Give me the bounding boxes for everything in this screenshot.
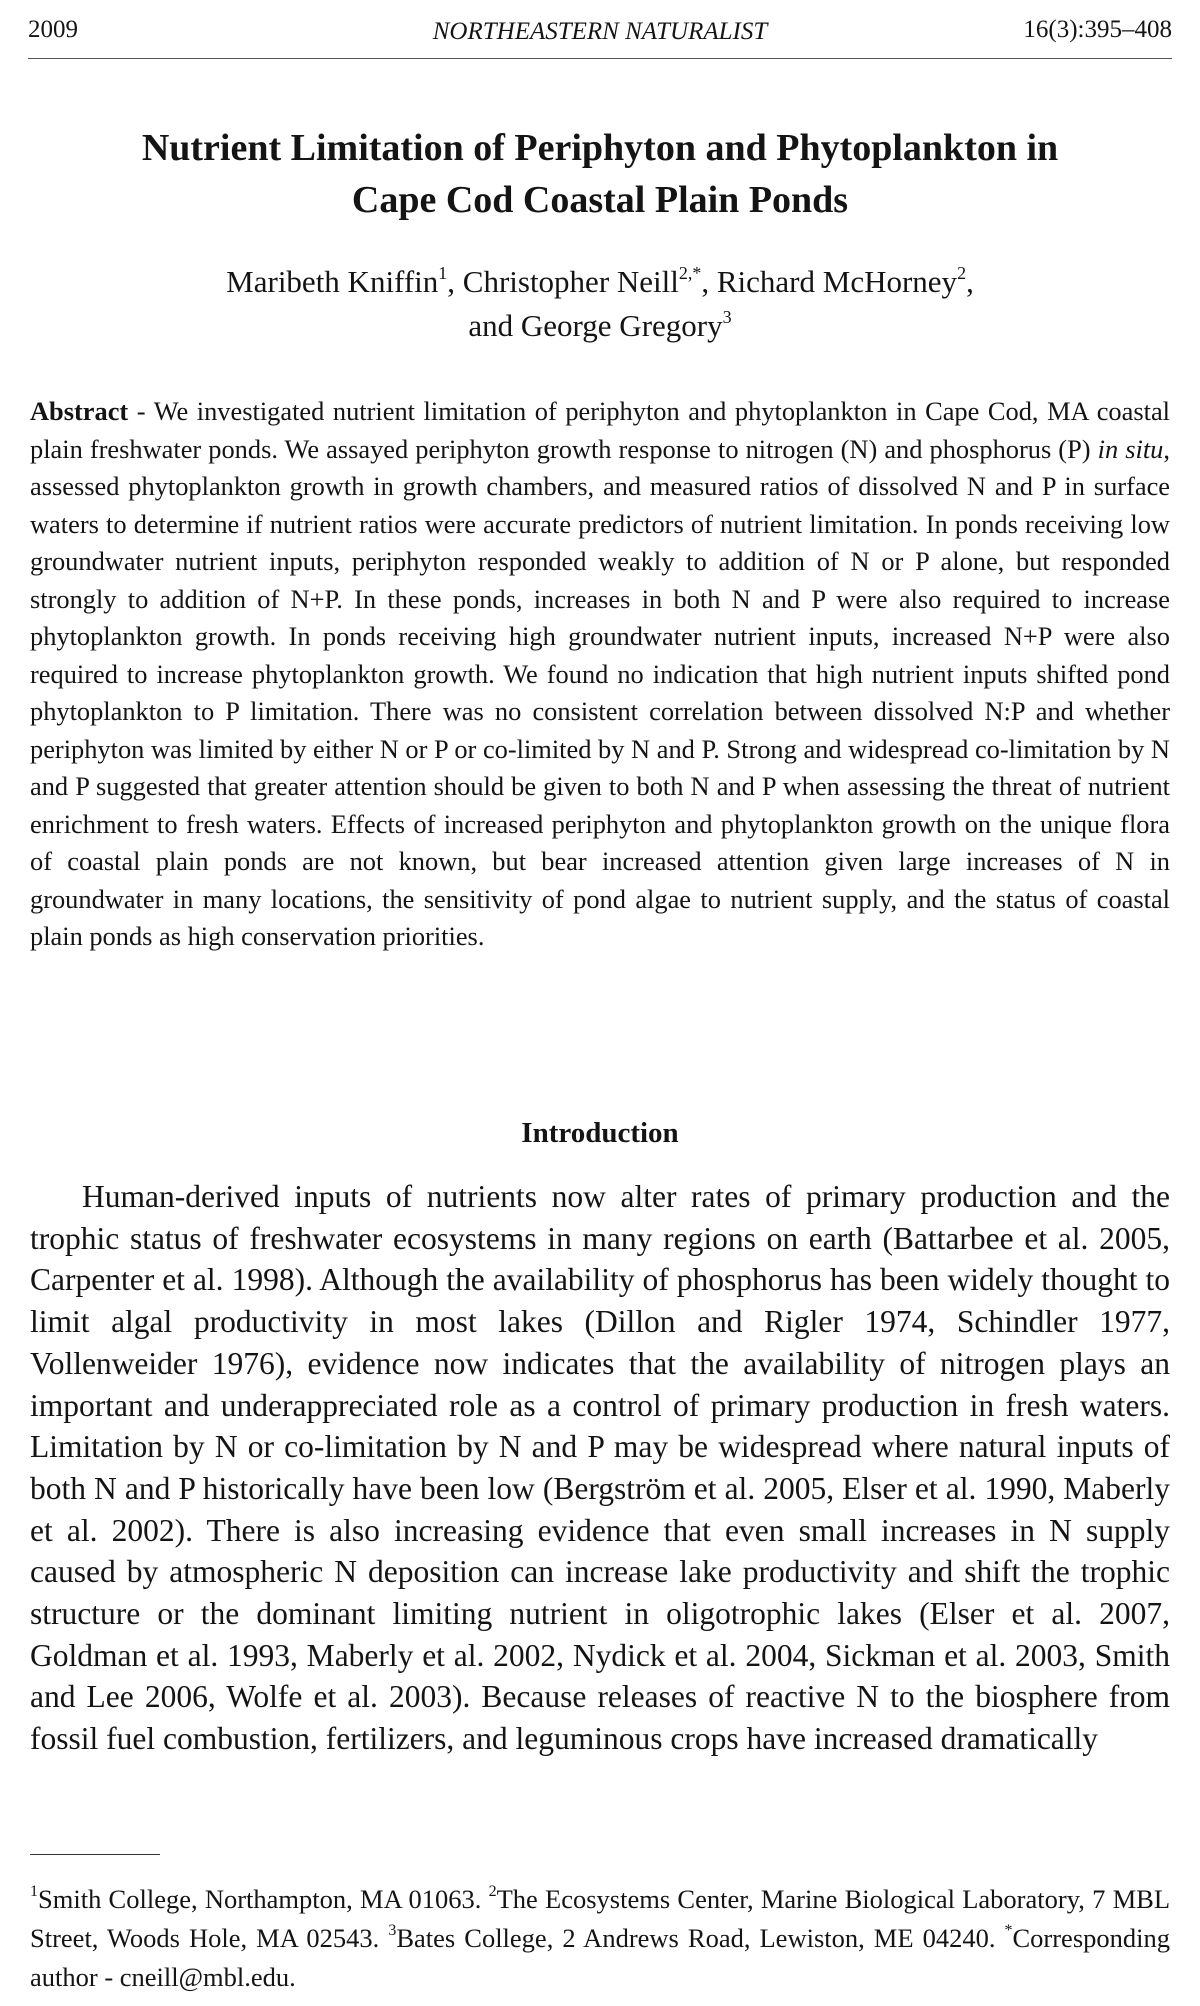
author-3: , Richard McHorney xyxy=(701,264,958,299)
footnote-divider xyxy=(30,1854,160,1855)
abstract-text-2: , assessed phytoplankton growth in growth chambers, and measured ratios of dissolved N and P in surface waters to determine if nutrient ratios were accurate predictors of nutrient limitation. In ponds receiving low groundwater nutrient inputs, periphyton responded weakly to addition of N or P alone, but responded strongly to addition of N+P. In these ponds, increases in both N and P were also required to increase phytoplankton growth. In ponds receiving high groundwater nutrient inputs, increased N+P were also required to increase phytoplankton growth. We found no indication that high nutrient inputs shifted pond phytoplankton to P limitation. There was no consistent correlation between dissolved N:P and whether periphyton was limited by either N or P or co-limited by N and P. Strong and widespread co-limitation by N and P suggested that greater attention should be given to both N and P when assessing the threat of nutrient enrichment to fresh waters. Effects of increased periphyton and phytoplankton growth on the unique flora of coastal plain ponds are not known, but bear increased attention given large increases of N in groundwater in many locations, the sensitivity of pond algae to nutrient supply, and the status of coastal plain ponds as high conservation priorities. xyxy=(30,433,1170,951)
author-4-affiliation: 3 xyxy=(722,306,732,327)
introduction-paragraph: Human-derived inputs of nutrients now alter rates of primary production and the trophic status of freshwater ecosystems in many regions on earth (Battarbee et al. 2005, Carpenter et al. 1998). Although the availability of phosphorus has been widely thought to limit algal productivity in most lakes (Dillon and Rigler 1974, Schindler 1977, Vollenweider 1976), evidence now indicates that the availability of nitrogen plays an important and underappreciated role as a control of primary production in fresh waters. Limitation by N or co-limitation by N and P may be widespread where natural inputs of both N and P historically have been low (Bergström et al. 2005, Elser et al. 1990, Maberly et al. 2002). There is also increasing evidence that even small increases in N supply caused by atmospheric N deposition can increase lake productivity and shift the trophic structure or the dominant limiting nutrient in oligotrophic lakes (Elser et al. 2007, Goldman et al. 1993, Maberly et al. 2002, Nydick et al. 2004, Sickman et al. 2003, Smith and Lee 2006, Wolfe et al. 2003). Because releases of reactive N to the biosphere from fossil fuel combustion, fertilizers, and leguminous crops have increased dramatically xyxy=(30,1179,1170,1757)
author-2: , Christopher Neill xyxy=(447,264,679,299)
article-title xyxy=(40,122,1160,226)
author-1: Maribeth Kniffin xyxy=(226,264,439,299)
journal-name: NORTHEASTERN NATURALIST xyxy=(432,18,768,45)
author-4: and George Gregory xyxy=(468,308,723,343)
publication-year: 2009 xyxy=(28,16,78,43)
author-1-affiliation: 1 xyxy=(438,262,448,283)
abstract-italic-term: in situ xyxy=(1097,433,1164,464)
affiliation-3: Bates College, 2 Andrews Road, Lewiston, ME 04240. xyxy=(396,1923,1005,1953)
footnote-marker-corresponding: * xyxy=(1004,1922,1013,1940)
abstract xyxy=(30,393,1170,956)
running-head xyxy=(28,10,1172,59)
footnote-marker-2: 2 xyxy=(488,1883,497,1901)
affiliation-2: The Ecosystems Center, Marine Biological Laboratory, 7 MBL Street, Woods Hole, MA 02543. xyxy=(30,1884,1170,1953)
title-line-2: Cape Cod Coastal Plain Ponds xyxy=(351,179,849,221)
corresponding-author: Corresponding author - cneill@mbl.edu. xyxy=(30,1923,1170,1992)
abstract-text-1: - We investigated nutrient limitation of periphyton and phytoplankton in Cape Cod, MA coastal plain freshwater ponds. We assayed periphyton growth response to nitrogen (N) and phosphorus (P) xyxy=(30,396,1170,464)
footnote-marker-3: 3 xyxy=(388,1922,397,1940)
footnote-marker-1: 1 xyxy=(30,1883,38,1901)
author-2-affiliation: 2,* xyxy=(678,262,702,283)
volume-pages: 16(3):395–408 xyxy=(1023,16,1172,43)
section-heading-introduction: Introduction xyxy=(521,1117,679,1149)
abstract-label: Abstract xyxy=(30,396,129,426)
author-3-affiliation: 2 xyxy=(957,262,967,283)
affiliation-footnote xyxy=(30,1880,1170,1997)
title-line-1: Nutrient Limitation of Periphyton and Phytoplankton in xyxy=(141,127,1059,169)
affiliation-1: Smith College, Northampton, MA 01063. xyxy=(38,1884,489,1914)
author-separator: , xyxy=(966,264,974,299)
author-list xyxy=(40,260,1160,348)
